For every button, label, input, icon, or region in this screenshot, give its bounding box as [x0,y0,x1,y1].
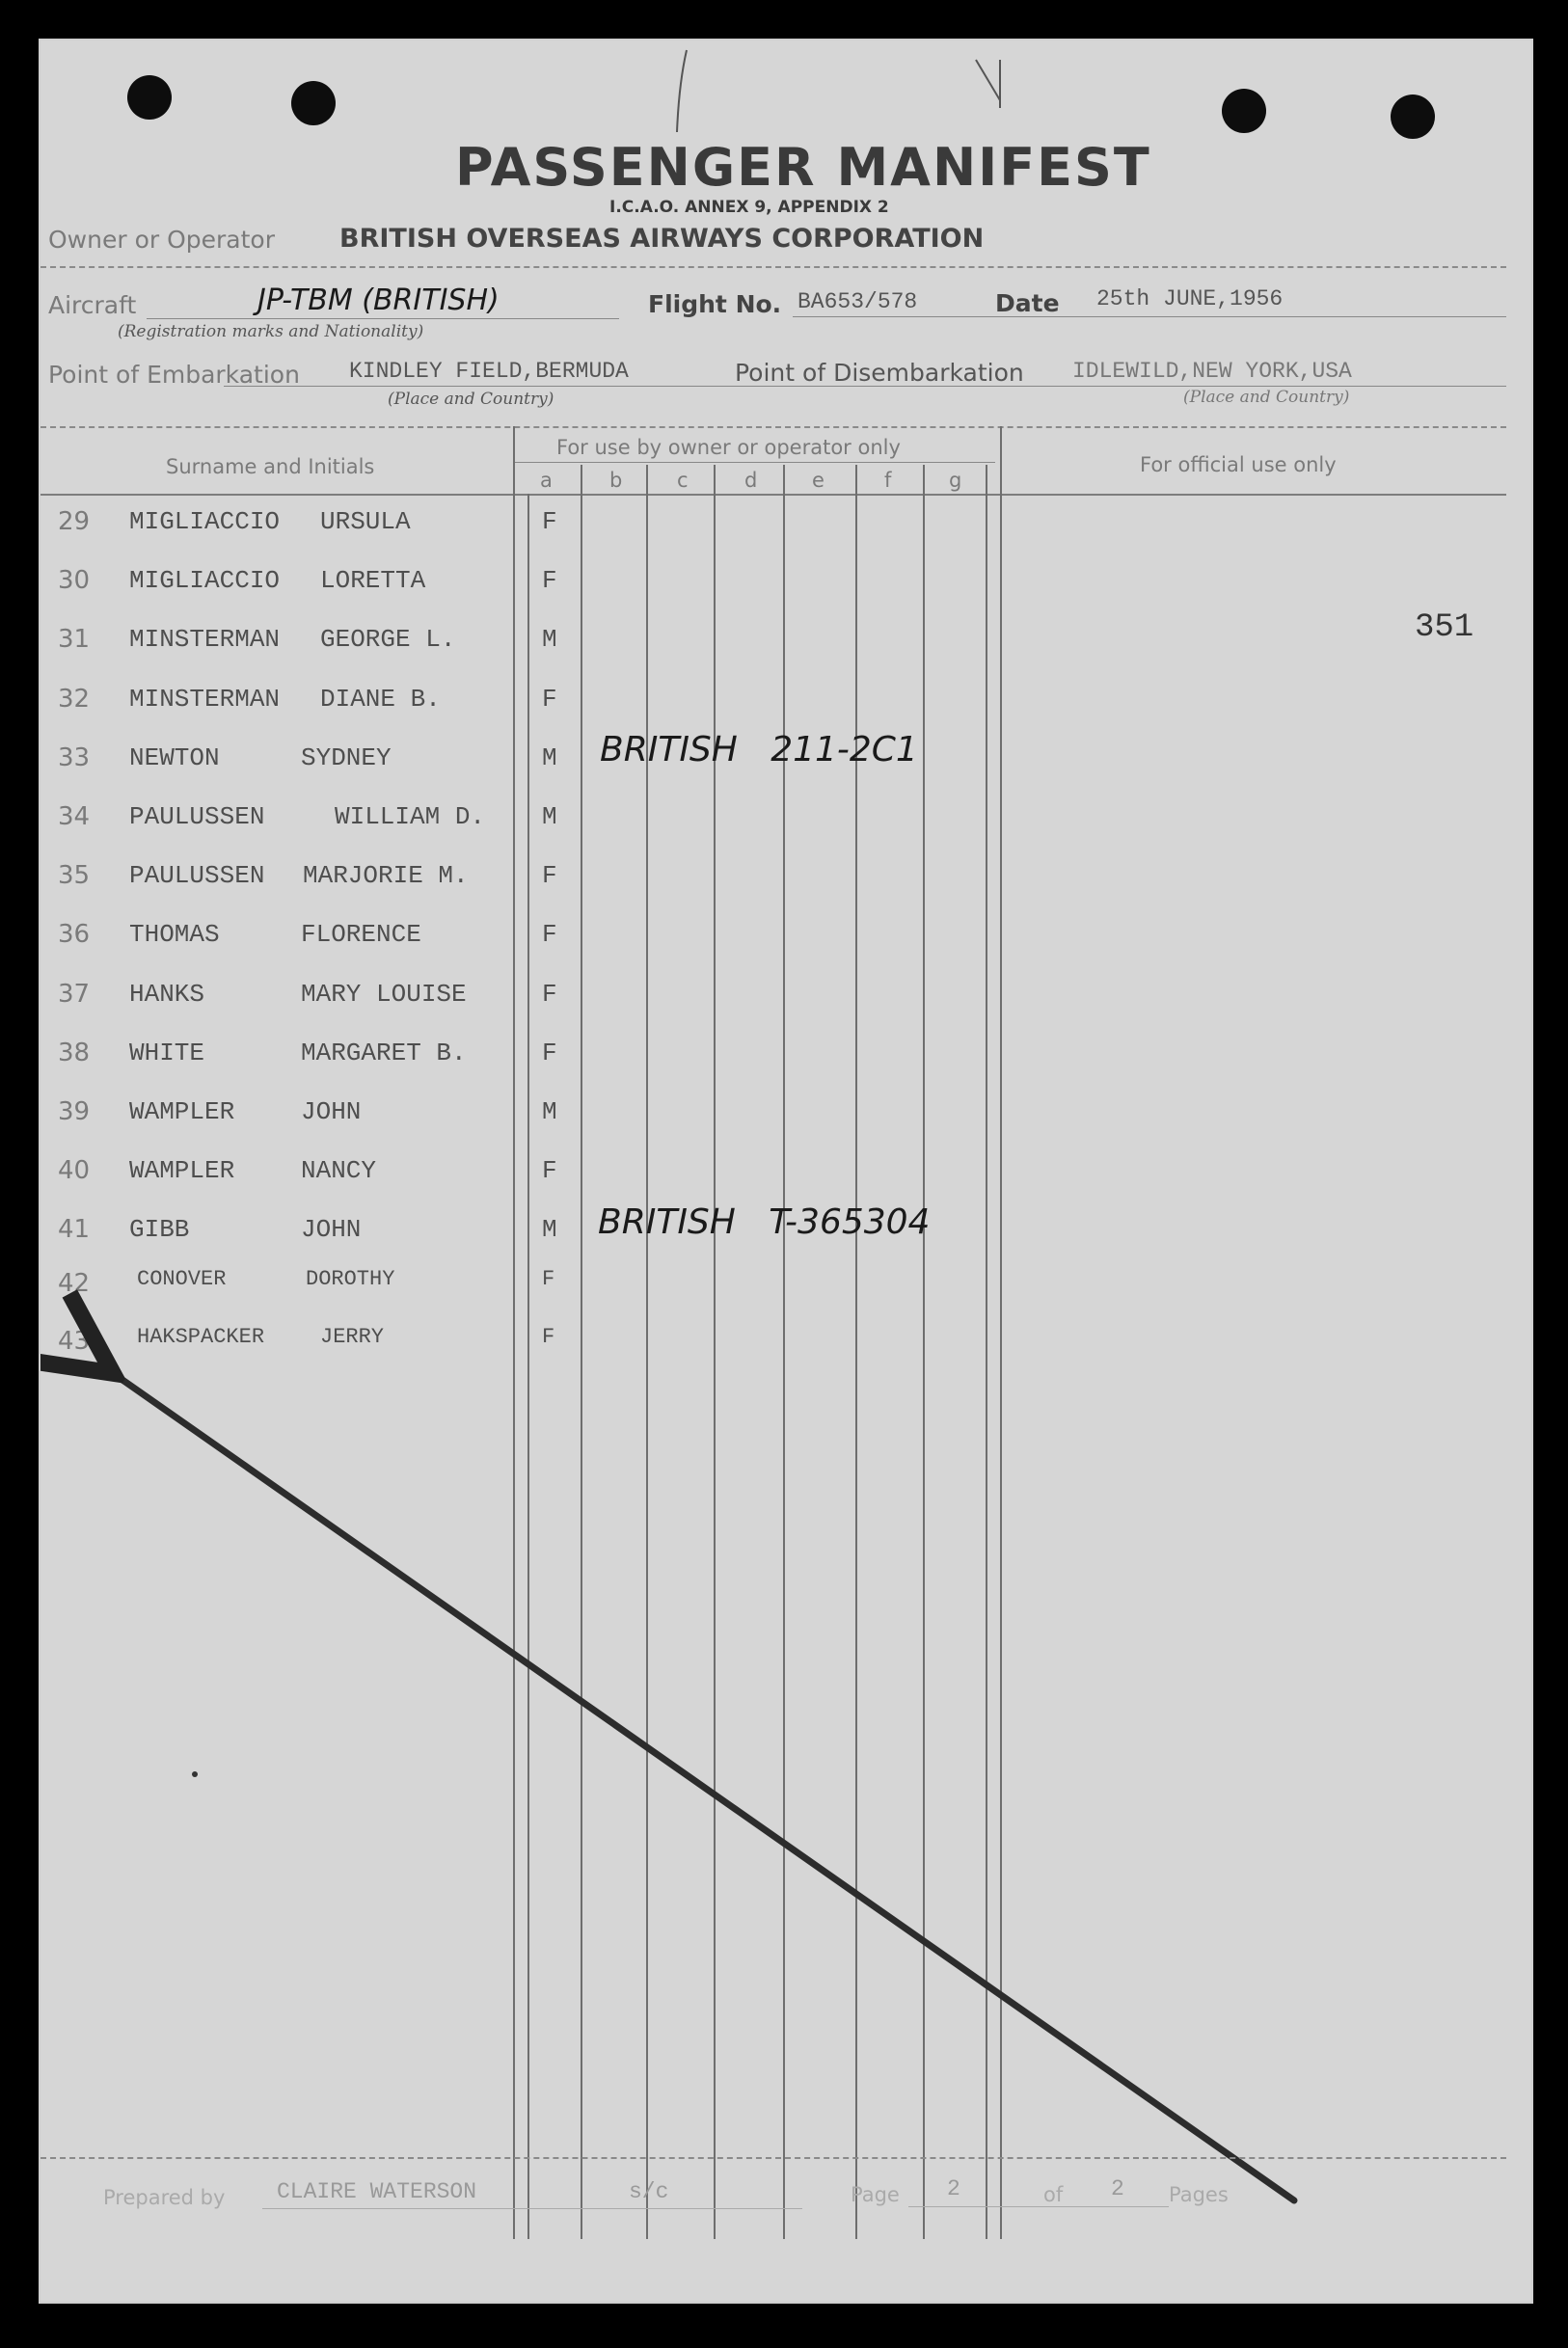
disembark-hint: (Place and Country) [1183,388,1350,407]
sex: F [542,1156,557,1185]
given-names: GEORGE L. [320,625,456,654]
given-names: WILLIAM D. [335,802,486,831]
page-title: PASSENGER MANIFEST [455,137,1151,198]
sex: M [542,1215,557,1244]
disembark-label: Point of Disembarkation [735,359,1024,387]
surname: WHITE [129,1039,205,1067]
row-number: 36 [58,920,91,949]
subcol-f: f [884,469,892,492]
handwritten-note: BRITISH T-365304 [598,1202,931,1242]
surname: MINSTERMAN [129,625,281,654]
owner-value: BRITISH OVERSEAS AIRWAYS CORPORATION [339,224,985,254]
sex: M [542,1097,557,1126]
row-number: 29 [58,507,91,536]
sex: F [542,920,557,949]
surname: MIGLIACCIO [129,566,281,595]
subcol-e: e [812,469,825,492]
aircraft-hint: (Registration marks and Nationality) [118,322,424,341]
row-number: 38 [58,1039,91,1067]
sex: M [542,625,557,654]
surname: HAKSPACKER [137,1325,265,1349]
embark-label: Point of Embarkation [48,361,300,389]
surname: MIGLIACCIO [129,507,281,536]
subcol-c: c [677,469,689,492]
row-number: 39 [58,1097,91,1126]
col-official-header: For official use only [1140,453,1337,476]
flight-label: Flight No. [648,290,782,318]
sex: M [542,743,557,772]
surname: NEWTON [129,743,220,772]
given-names: LORETTA [320,566,426,595]
flight-value: BA653/578 [798,289,918,314]
surname: PAULUSSEN [129,802,265,831]
page-label: Page [851,2183,900,2206]
col-name-header: Surname and Initials [166,455,375,478]
surname: MINSTERMAN [129,685,281,714]
surname: PAULUSSEN [129,861,265,890]
aircraft-value: JP-TBM (BRITISH) [257,283,500,317]
sex: F [542,1267,555,1291]
page-stamp: 351 [1415,609,1474,646]
row-number: 37 [58,980,91,1009]
prepared-suffix: s/c [629,2179,669,2204]
prepared-value: CLAIRE WATERSON [277,2179,477,2204]
sex: F [542,685,557,714]
subcol-g: g [949,469,962,492]
sex: F [542,566,557,595]
disembark-value: IDLEWILD,NEW YORK,USA [1072,359,1352,384]
page-value: 2 [947,2176,960,2201]
given-names: MARJORIE M. [303,861,469,890]
sex: M [542,802,557,831]
strike-through-line [41,40,1531,2302]
given-names: DOROTHY [306,1267,395,1291]
subcol-b: b [609,469,623,492]
surname: GIBB [129,1215,190,1244]
of-label: of [1043,2183,1064,2206]
embark-hint: (Place and Country) [388,390,554,409]
sex: F [542,861,557,890]
prepared-label: Prepared by [103,2186,226,2209]
row-number: 40 [58,1156,91,1185]
given-names: JERRY [320,1325,385,1349]
subcol-a: a [540,469,553,492]
given-names: JOHN [301,1215,362,1244]
row-number: 34 [58,802,91,831]
date-value: 25th JUNE,1956 [1096,286,1284,311]
date-label: Date [995,289,1060,317]
row-number: 30 [58,566,91,595]
manifest-sheet [39,39,1533,2304]
sex: F [542,980,557,1009]
surname: WAMPLER [129,1156,235,1185]
handwritten-note: BRITISH 211-2C1 [600,730,918,769]
pages-label: Pages [1169,2183,1229,2206]
row-number: 41 [58,1215,91,1244]
subcol-d: d [744,469,758,492]
page-subtitle: I.C.A.O. ANNEX 9, APPENDIX 2 [609,198,889,217]
row-number: 32 [58,685,91,714]
owner-label: Owner or Operator [48,226,275,254]
surname: WAMPLER [129,1097,235,1126]
given-names: MARGARET B. [301,1039,467,1067]
row-number: 43 [58,1327,91,1356]
aircraft-label: Aircraft [48,291,137,319]
sex: F [542,1325,555,1349]
embark-value: KINDLEY FIELD,BERMUDA [349,359,629,384]
row-number: 42 [58,1269,91,1298]
sex: F [542,1039,557,1067]
col-owner-header: For use by owner or operator only [556,436,901,459]
given-names: FLORENCE [301,920,421,949]
row-number: 35 [58,861,91,890]
surname: THOMAS [129,920,220,949]
row-number: 33 [58,743,91,772]
sex: F [542,507,557,536]
row-number: 31 [58,625,91,654]
given-names: SYDNEY [301,743,392,772]
surname: HANKS [129,980,205,1009]
of-value: 2 [1111,2176,1124,2201]
given-names: NANCY [301,1156,377,1185]
given-names: MARY LOUISE [301,980,467,1009]
given-names: DIANE B. [320,685,441,714]
given-names: URSULA [320,507,411,536]
given-names: JOHN [301,1097,362,1126]
surname: CONOVER [137,1267,227,1291]
